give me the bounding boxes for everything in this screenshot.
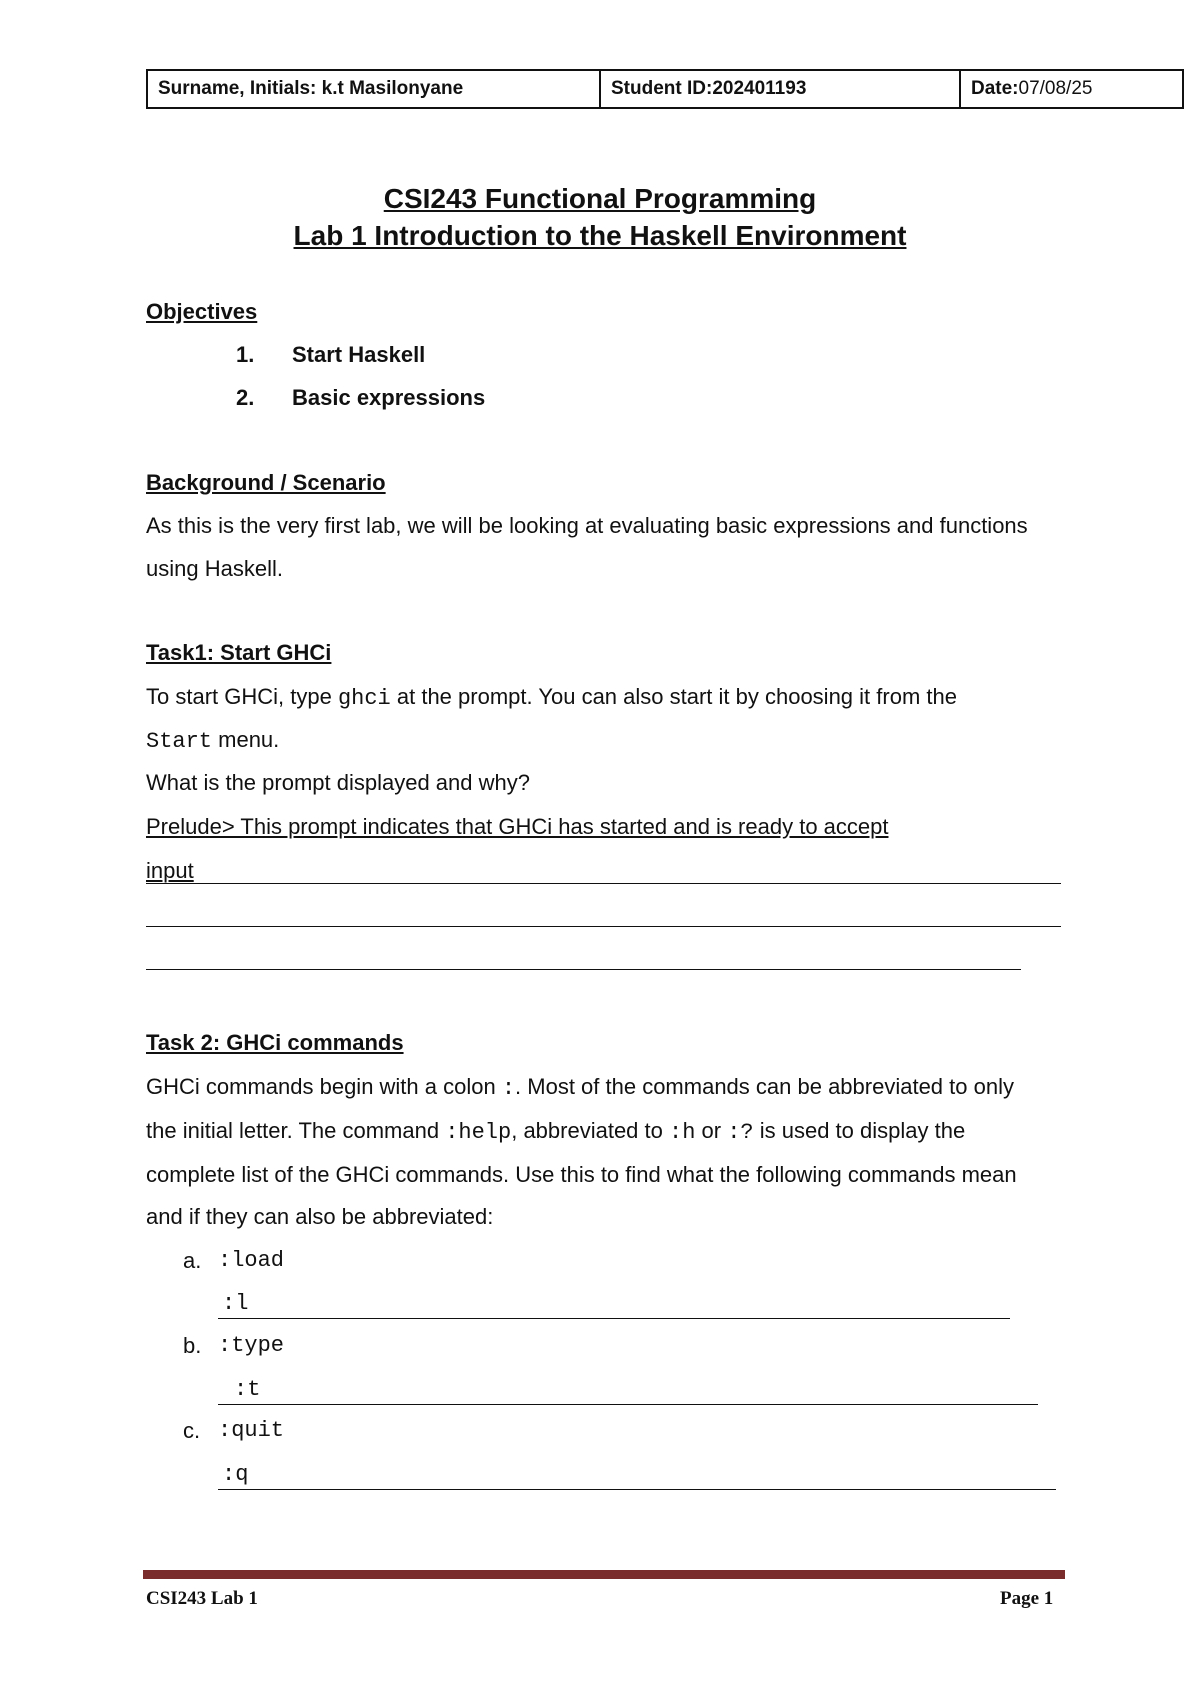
text-span: GHCi commands begin with a colon (146, 1074, 502, 1099)
task1-paragraph-line (146, 727, 279, 754)
answer-rule (146, 969, 1021, 970)
background-text-line: using Haskell. (146, 556, 283, 581)
answer-rule (146, 883, 1061, 884)
command-name: :quit (218, 1418, 285, 1443)
inline-code: : (501, 1076, 516, 1101)
task1-paragraph-line (146, 684, 957, 711)
surname-value: k.t Masilonyane (321, 78, 464, 99)
answer-rule (218, 1318, 1010, 1319)
page-subtitle: Lab 1 Introduction to the Haskell Environment (293, 220, 907, 251)
text-span: is used to display the (753, 1118, 966, 1143)
background-text-line: As this is the very first lab, we will be looking at evaluating basic expressions and functions (146, 513, 1028, 538)
task2-paragraph-line (146, 1074, 1014, 1101)
student-id-value: 202401193 (712, 78, 807, 99)
text-span: . Most of the commands can be abbreviated to only (515, 1074, 1014, 1099)
text-span: To start GHCi, type (146, 684, 338, 709)
footer-course: CSI243 Lab 1 (146, 1588, 258, 1609)
answer-rule (218, 1404, 1038, 1405)
command-answer: :q (222, 1462, 249, 1487)
command-answer: :l (222, 1291, 249, 1316)
objective-item: Basic expressions (292, 385, 486, 410)
background-heading: Background / Scenario (146, 470, 386, 495)
objective-item: Start Haskell (292, 342, 426, 367)
objective-number: 1. (236, 342, 255, 367)
inline-code: :help (445, 1120, 512, 1145)
objective-number: 2. (236, 385, 255, 410)
objectives-heading: Objectives (146, 299, 258, 324)
list-letter: c. (183, 1418, 201, 1443)
task2-heading: Task 2: GHCi commands (146, 1030, 404, 1055)
command-name: :type (218, 1333, 285, 1358)
answer-rule (146, 926, 1061, 927)
task1-heading: Task1: Start GHCi (146, 640, 332, 665)
date-label: Date: (971, 78, 1019, 99)
surname-cell (148, 71, 599, 107)
page-title: CSI243 Functional Programming (383, 183, 817, 214)
task1-answer-line: input (146, 858, 194, 883)
task2-paragraph-line (146, 1118, 965, 1145)
inline-code: :h (669, 1120, 696, 1145)
text-span: or (695, 1118, 728, 1143)
inline-code: Start (146, 729, 213, 754)
inline-code: :? (727, 1120, 754, 1145)
list-letter: a. (183, 1248, 202, 1273)
task2-paragraph-line: and if they can also be abbreviated: (146, 1204, 494, 1229)
list-letter: b. (183, 1333, 202, 1358)
text-span: at the prompt. You can also start it by choosing it from the (390, 684, 957, 709)
task1-question: What is the prompt displayed and why? (146, 770, 530, 795)
footer-divider (143, 1570, 1065, 1579)
date-value: 07/08/25 (1018, 78, 1093, 99)
student-id-label: Student ID: (611, 78, 713, 99)
text-span: , abbreviated to (511, 1118, 669, 1143)
footer-page-number: Page 1 (1000, 1588, 1054, 1609)
task1-answer-line: Prelude> This prompt indicates that GHCi has started and is ready to accept (146, 814, 889, 839)
inline-code: ghci (337, 686, 391, 711)
date-cell (959, 71, 1182, 107)
student-id-cell (599, 71, 959, 107)
text-span: the initial letter. The command (146, 1118, 446, 1143)
answer-rule (218, 1489, 1056, 1490)
surname-label: Surname, Initials: (158, 78, 317, 99)
text-span: menu. (212, 727, 280, 752)
command-name: :load (218, 1248, 285, 1273)
task2-paragraph-line: complete list of the GHCi commands. Use this to find what the following commands mean (146, 1162, 1017, 1187)
command-answer: :t (234, 1377, 261, 1402)
header-info-table (146, 69, 1184, 109)
